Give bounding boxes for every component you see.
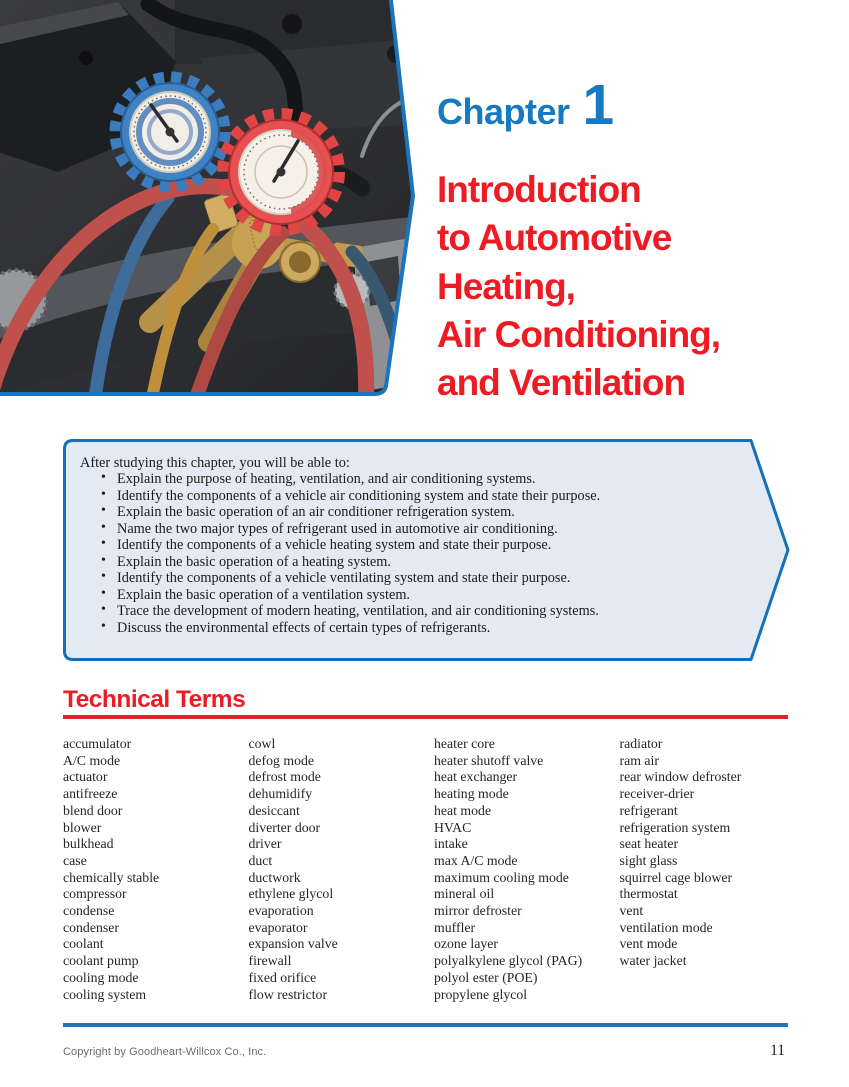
objective-item: • Explain the basic operation of a heating system. [80, 554, 728, 570]
objective-item: • Explain the basic operation of a ventilation system. [80, 587, 728, 603]
term: coolant pump [63, 953, 139, 969]
term: heater shutoff valve [434, 752, 544, 768]
term: propylene glycol [434, 986, 528, 1002]
term: ozone layer [434, 936, 498, 952]
term: flow restrictor [248, 986, 328, 1002]
objectives-list [80, 471, 728, 636]
technical-terms-rule [63, 715, 788, 719]
term: refrigeration system [619, 819, 731, 835]
term: condense [63, 903, 115, 919]
term: antifreeze [63, 786, 118, 802]
objectives-intro: After studying this chapter, you will be able to: [80, 455, 350, 471]
chapter-title-line: Air Conditioning, [437, 313, 721, 355]
term: heating mode [434, 786, 509, 802]
term: cowl [248, 736, 276, 751]
terms-column-2 [249, 736, 435, 1003]
technical-terms-heading: Technical Terms [63, 686, 246, 713]
term: A/C mode [63, 752, 121, 768]
term: ventilation mode [619, 919, 713, 935]
term: chemically stable [63, 869, 160, 885]
chapter-title-line: to Automotive [437, 217, 672, 259]
term: refrigerant [619, 802, 678, 818]
copyright-notice: Copyright by Goodheart-Willcox Co., Inc. [63, 1046, 267, 1058]
footer-rule [63, 1023, 788, 1027]
term: defog mode [248, 752, 315, 768]
term: polyalkylene glycol (PAG) [434, 953, 583, 969]
term: condenser [63, 919, 119, 935]
term: sight glass [619, 852, 678, 868]
objective-item: • Discuss the environmental effects of certain types of refrigerants. [80, 620, 728, 636]
blue-low-side-gauge [118, 80, 222, 184]
objective-item: • Identify the components of a vehicle ventilating system and state their purpose. [80, 570, 728, 586]
chapter-opener-photo [0, 0, 416, 398]
term: ethylene glycol [248, 886, 334, 902]
term: squirrel cage blower [619, 869, 733, 885]
term: evaporator [248, 919, 308, 935]
objective-item: • Identify the components of a vehicle air conditioning system and state their purpose. [80, 488, 728, 504]
term: mirror defroster [434, 903, 522, 919]
objectives-content [80, 455, 728, 636]
objective-item: • Identify the components of a vehicle heating system and state their purpose. [80, 537, 728, 553]
terms-column-3 [434, 736, 620, 1003]
term: blower [63, 819, 102, 835]
terms-column-1 [63, 736, 249, 1003]
term: defrost mode [248, 769, 321, 785]
term: intake [434, 836, 468, 852]
term: mineral oil [434, 886, 495, 902]
term: diverter door [248, 819, 321, 835]
term: heat exchanger [434, 769, 518, 785]
term: rear window defroster [619, 769, 742, 785]
chapter-title-line: and Ventilation [437, 362, 686, 404]
chapter-title-line: Heating, [437, 265, 575, 307]
chapter-title-line: Introduction [437, 169, 641, 210]
term: driver [248, 836, 282, 852]
term: maximum cooling mode [434, 869, 569, 885]
term: water jacket [619, 953, 687, 969]
term: fixed orifice [248, 969, 317, 985]
term: max A/C mode [434, 852, 518, 868]
term: seat heater [619, 836, 679, 852]
technical-terms-list [63, 736, 790, 1003]
term: receiver-drier [619, 786, 695, 802]
term: HVAC [434, 819, 472, 835]
term: evaporation [248, 903, 314, 919]
engine-bay-gauges-illustration [0, 0, 416, 398]
term: ram air [619, 752, 659, 768]
term: compressor [63, 886, 127, 902]
term: bulkhead [63, 836, 114, 852]
term: radiator [619, 736, 663, 751]
chapter-header [437, 72, 612, 138]
term: thermostat [619, 886, 678, 902]
term: firewall [248, 953, 292, 969]
term: cooling mode [63, 969, 139, 985]
term: heat mode [434, 802, 492, 818]
term: dehumidify [248, 786, 313, 802]
objective-item: • Explain the purpose of heating, ventilation, and air conditioning systems. [80, 471, 728, 487]
term: desiccant [248, 802, 300, 818]
red-high-side-gauge [226, 117, 336, 227]
objective-item: • Explain the basic operation of an air conditioner refrigeration system. [80, 504, 728, 520]
objective-item: • Trace the development of modern heating, ventilation, and air conditioning systems. [80, 603, 728, 619]
term: vent mode [619, 936, 678, 952]
term: accumulator [63, 736, 132, 751]
term: blend door [63, 802, 123, 818]
chapter-label: Chapter [437, 91, 570, 132]
terms-column-4 [620, 736, 791, 1003]
term: expansion valve [248, 936, 338, 952]
term: vent [619, 903, 644, 919]
term: ductwork [248, 869, 301, 885]
term: cooling system [63, 986, 147, 1002]
term: case [63, 852, 87, 868]
term: actuator [63, 769, 108, 785]
term: coolant [63, 936, 104, 952]
page-number: 11 [770, 1042, 785, 1059]
term: heater core [434, 736, 495, 751]
chapter-number: 1 [582, 73, 613, 137]
objective-item: • Name the two major types of refrigerant used in automotive air conditioning. [80, 521, 728, 537]
term: duct [248, 852, 273, 868]
term: muffler [434, 919, 476, 935]
term: polyol ester (POE) [434, 969, 538, 985]
objectives-box [63, 439, 790, 661]
chapter-title [437, 166, 837, 407]
